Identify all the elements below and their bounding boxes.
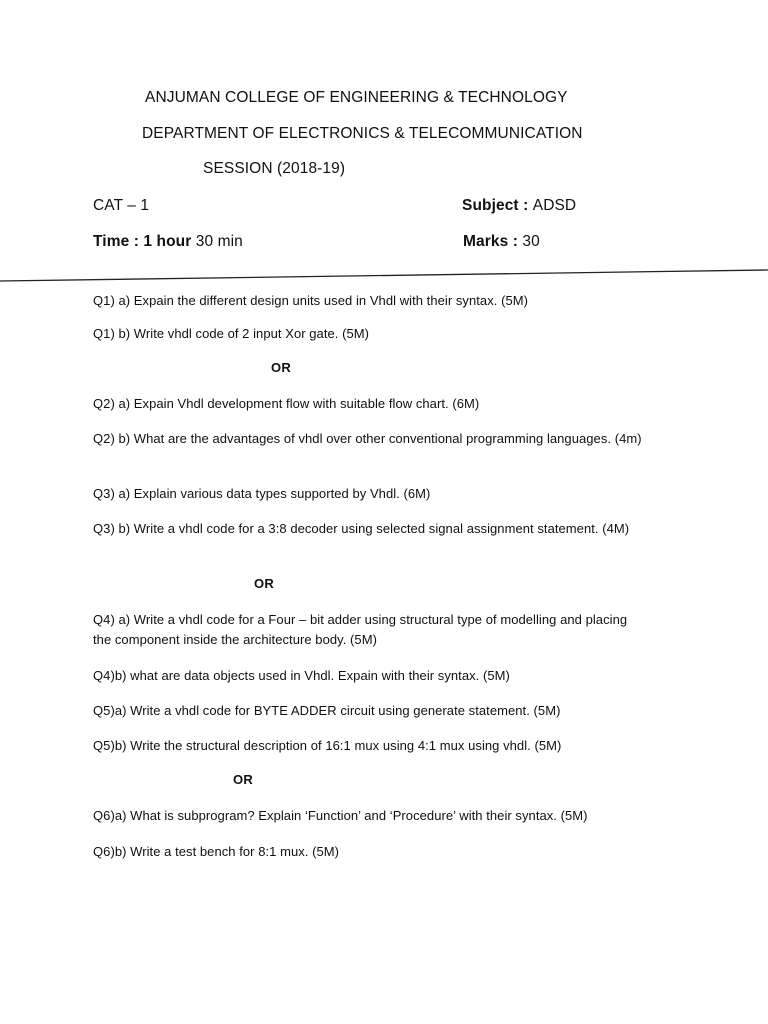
question-q1b: Q1) b) Write vhdl code of 2 input Xor gate. (5M) bbox=[93, 326, 370, 341]
question-q2b: Q2) b) What are the advantages of vhdl over other conventional programming languages. (4m) bbox=[93, 431, 642, 446]
time-value: 30 min bbox=[195, 233, 243, 250]
subject-value: ADSD bbox=[532, 197, 577, 214]
question-q5a: Q5)a) Write a vhdl code for BYTE ADDER circuit using generate statement. (5M) bbox=[93, 703, 561, 718]
college-name: ANJUMAN COLLEGE OF ENGINEERING & TECHNOLOGY bbox=[145, 89, 568, 106]
exam-name: CAT – 1 bbox=[93, 197, 150, 214]
question-q3b: Q3) b) Write a vhdl code for a 3:8 decoder using selected signal assignment statement. (4M) bbox=[93, 521, 630, 536]
or-separator: OR bbox=[233, 772, 254, 787]
question-q4a: Q4) a) Write a vhdl code for a Four – bit adder using structural type of modelling and placing the component inside the architecture body. (5M) bbox=[93, 612, 628, 647]
or-separator: OR bbox=[254, 576, 275, 591]
session-label: SESSION (2018-19) bbox=[203, 160, 346, 177]
question-q3a: Q3) a) Explain various data types supported by Vhdl. (6M) bbox=[93, 486, 431, 501]
or-separator: OR bbox=[271, 360, 292, 375]
department-name: DEPARTMENT OF ELECTRONICS & TELECOMMUNICATION bbox=[142, 125, 583, 142]
question-q4b: Q4)b) what are data objects used in Vhdl. Expain with their syntax. (5M) bbox=[93, 668, 510, 683]
question-q6a: Q6)a) What is subprogram? Explain ‘Function’ and ‘Procedure’ with their syntax. (5M) bbox=[93, 808, 588, 823]
question-q5b: Q5)b) Write the structural description of 16:1 mux using 4:1 mux using vhdl. (5M) bbox=[93, 738, 562, 753]
question-q6b: Q6)b) Write a test bench for 8:1 mux. (5M) bbox=[93, 844, 340, 859]
marks-label: Marks : bbox=[463, 233, 523, 250]
marks-value: 30 bbox=[522, 233, 540, 250]
subject-label: Subject : bbox=[462, 197, 533, 214]
time-label: Time : 1 hour bbox=[93, 233, 196, 250]
question-q2a: Q2) a) Expain Vhdl development flow with suitable flow chart. (6M) bbox=[93, 396, 480, 411]
question-q1a: Q1) a) Expain the different design units used in Vhdl with their syntax. (5M) bbox=[93, 293, 528, 308]
